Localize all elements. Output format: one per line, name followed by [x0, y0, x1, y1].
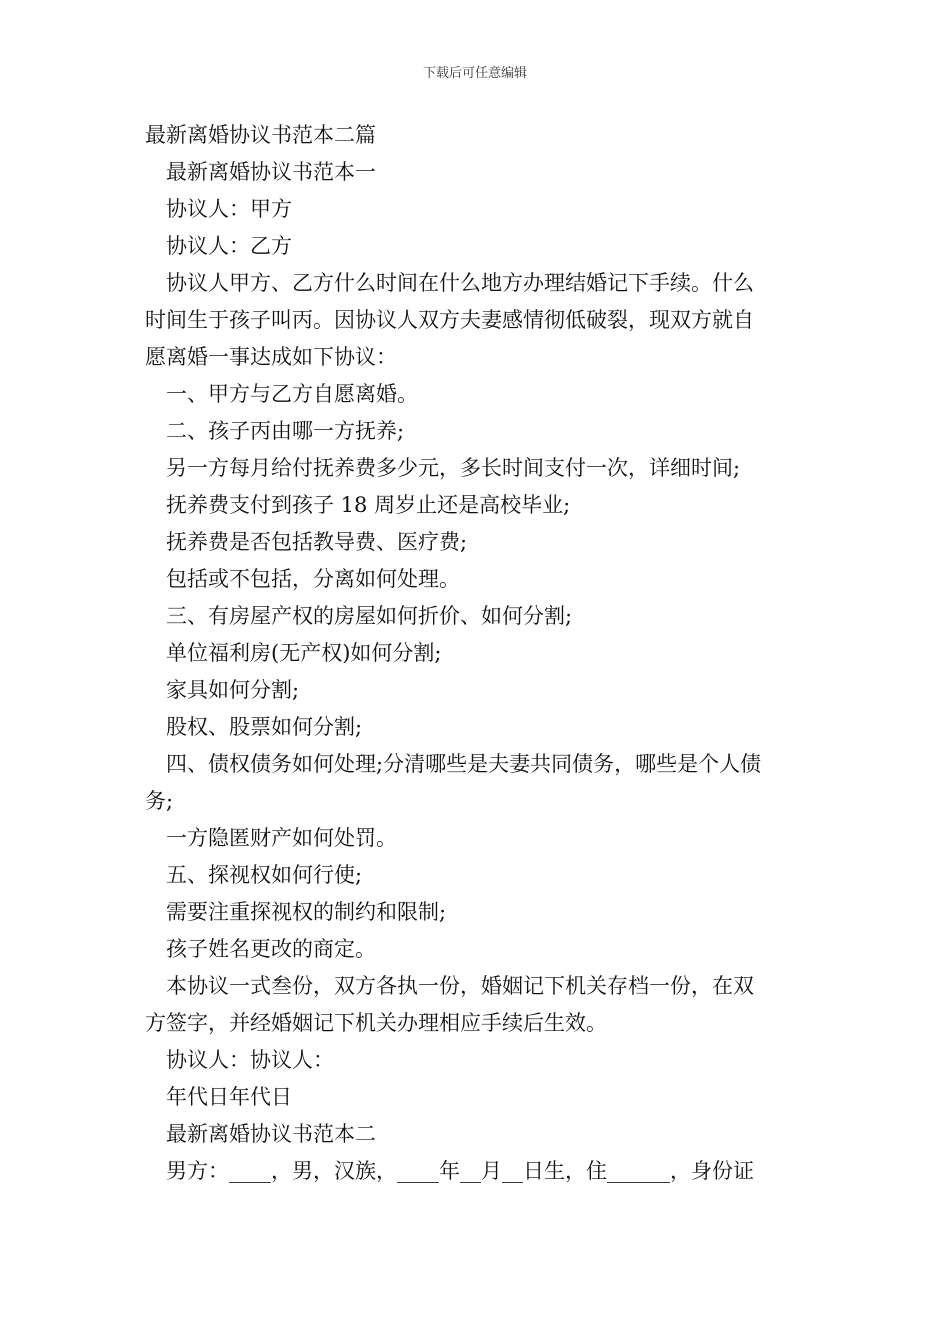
paragraph-line: 协议人甲方、乙方什么时间在什么地方办理结婚记下手续。什么 [166, 271, 754, 295]
paragraph-line: 协议人：乙方 [166, 234, 292, 258]
paragraph-line: 一方隐匿财产如何处罚。 [166, 826, 397, 850]
paragraph-line: 家具如何分割; [166, 678, 300, 702]
document-body [145, 117, 810, 1190]
paragraph-line: 务; [145, 789, 174, 813]
paragraph-line: 单位福利房(无产权)如何分割; [166, 641, 442, 665]
paragraph-line: 男方：____，男，汉族，____年__月__日生，住______，身份证 [166, 1159, 754, 1183]
paragraph-line: 需要注重探视权的制约和限制; [166, 900, 447, 924]
paragraph-line: 抚养费支付到孩子 18 周岁止还是高校毕业; [166, 493, 571, 517]
section-heading: 最新离婚协议书范本一 [166, 160, 376, 184]
paragraph-line: 抚养费是否包括教导费、医疗费; [166, 530, 468, 554]
paragraph-line: 另一方每月给付抚养费多少元，多长时间支付一次，详细时间; [166, 456, 741, 480]
date-line: 年代日年代日 [166, 1085, 292, 1109]
paragraph-line: 时间生于孩子叫丙。因协议人双方夫妻感情彻低破裂，现双方就自 [145, 308, 754, 332]
paragraph-line: 本协议一式叁份，双方各执一份，婚姻记下机关存档一份，在双 [166, 974, 754, 998]
paragraph-line: 股权、股票如何分割; [166, 715, 363, 739]
paragraph-line: 孩子姓名更改的商定。 [166, 937, 376, 961]
paragraph-line: 一、甲方与乙方自愿离婚。 [166, 382, 418, 406]
page-header-note: 下载后可任意编辑 [422, 66, 527, 81]
paragraph-line: 三、有房屋产权的房屋如何折价、如何分割; [166, 604, 573, 628]
paragraph-line: 愿离婚一事达成如下协议： [145, 345, 397, 369]
paragraph-line: 二、孩子丙由哪一方抚养; [166, 419, 405, 443]
document-title: 最新离婚协议书范本二篇 [145, 123, 376, 147]
paragraph-line: 包括或不包括，分离如何处理。 [166, 567, 460, 591]
paragraph-line: 协议人：甲方 [166, 197, 292, 221]
paragraph-line: 方签字，并经婚姻记下机关办理相应手续后生效。 [145, 1011, 607, 1035]
paragraph-line: 四、债权债务如何处理;分清哪些是夫妻共同债务，哪些是个人债 [166, 752, 762, 776]
section-heading: 最新离婚协议书范本二 [166, 1122, 376, 1146]
signature-line: 协议人：协议人： [166, 1048, 334, 1072]
paragraph-line: 五、探视权如何行使; [166, 863, 363, 887]
